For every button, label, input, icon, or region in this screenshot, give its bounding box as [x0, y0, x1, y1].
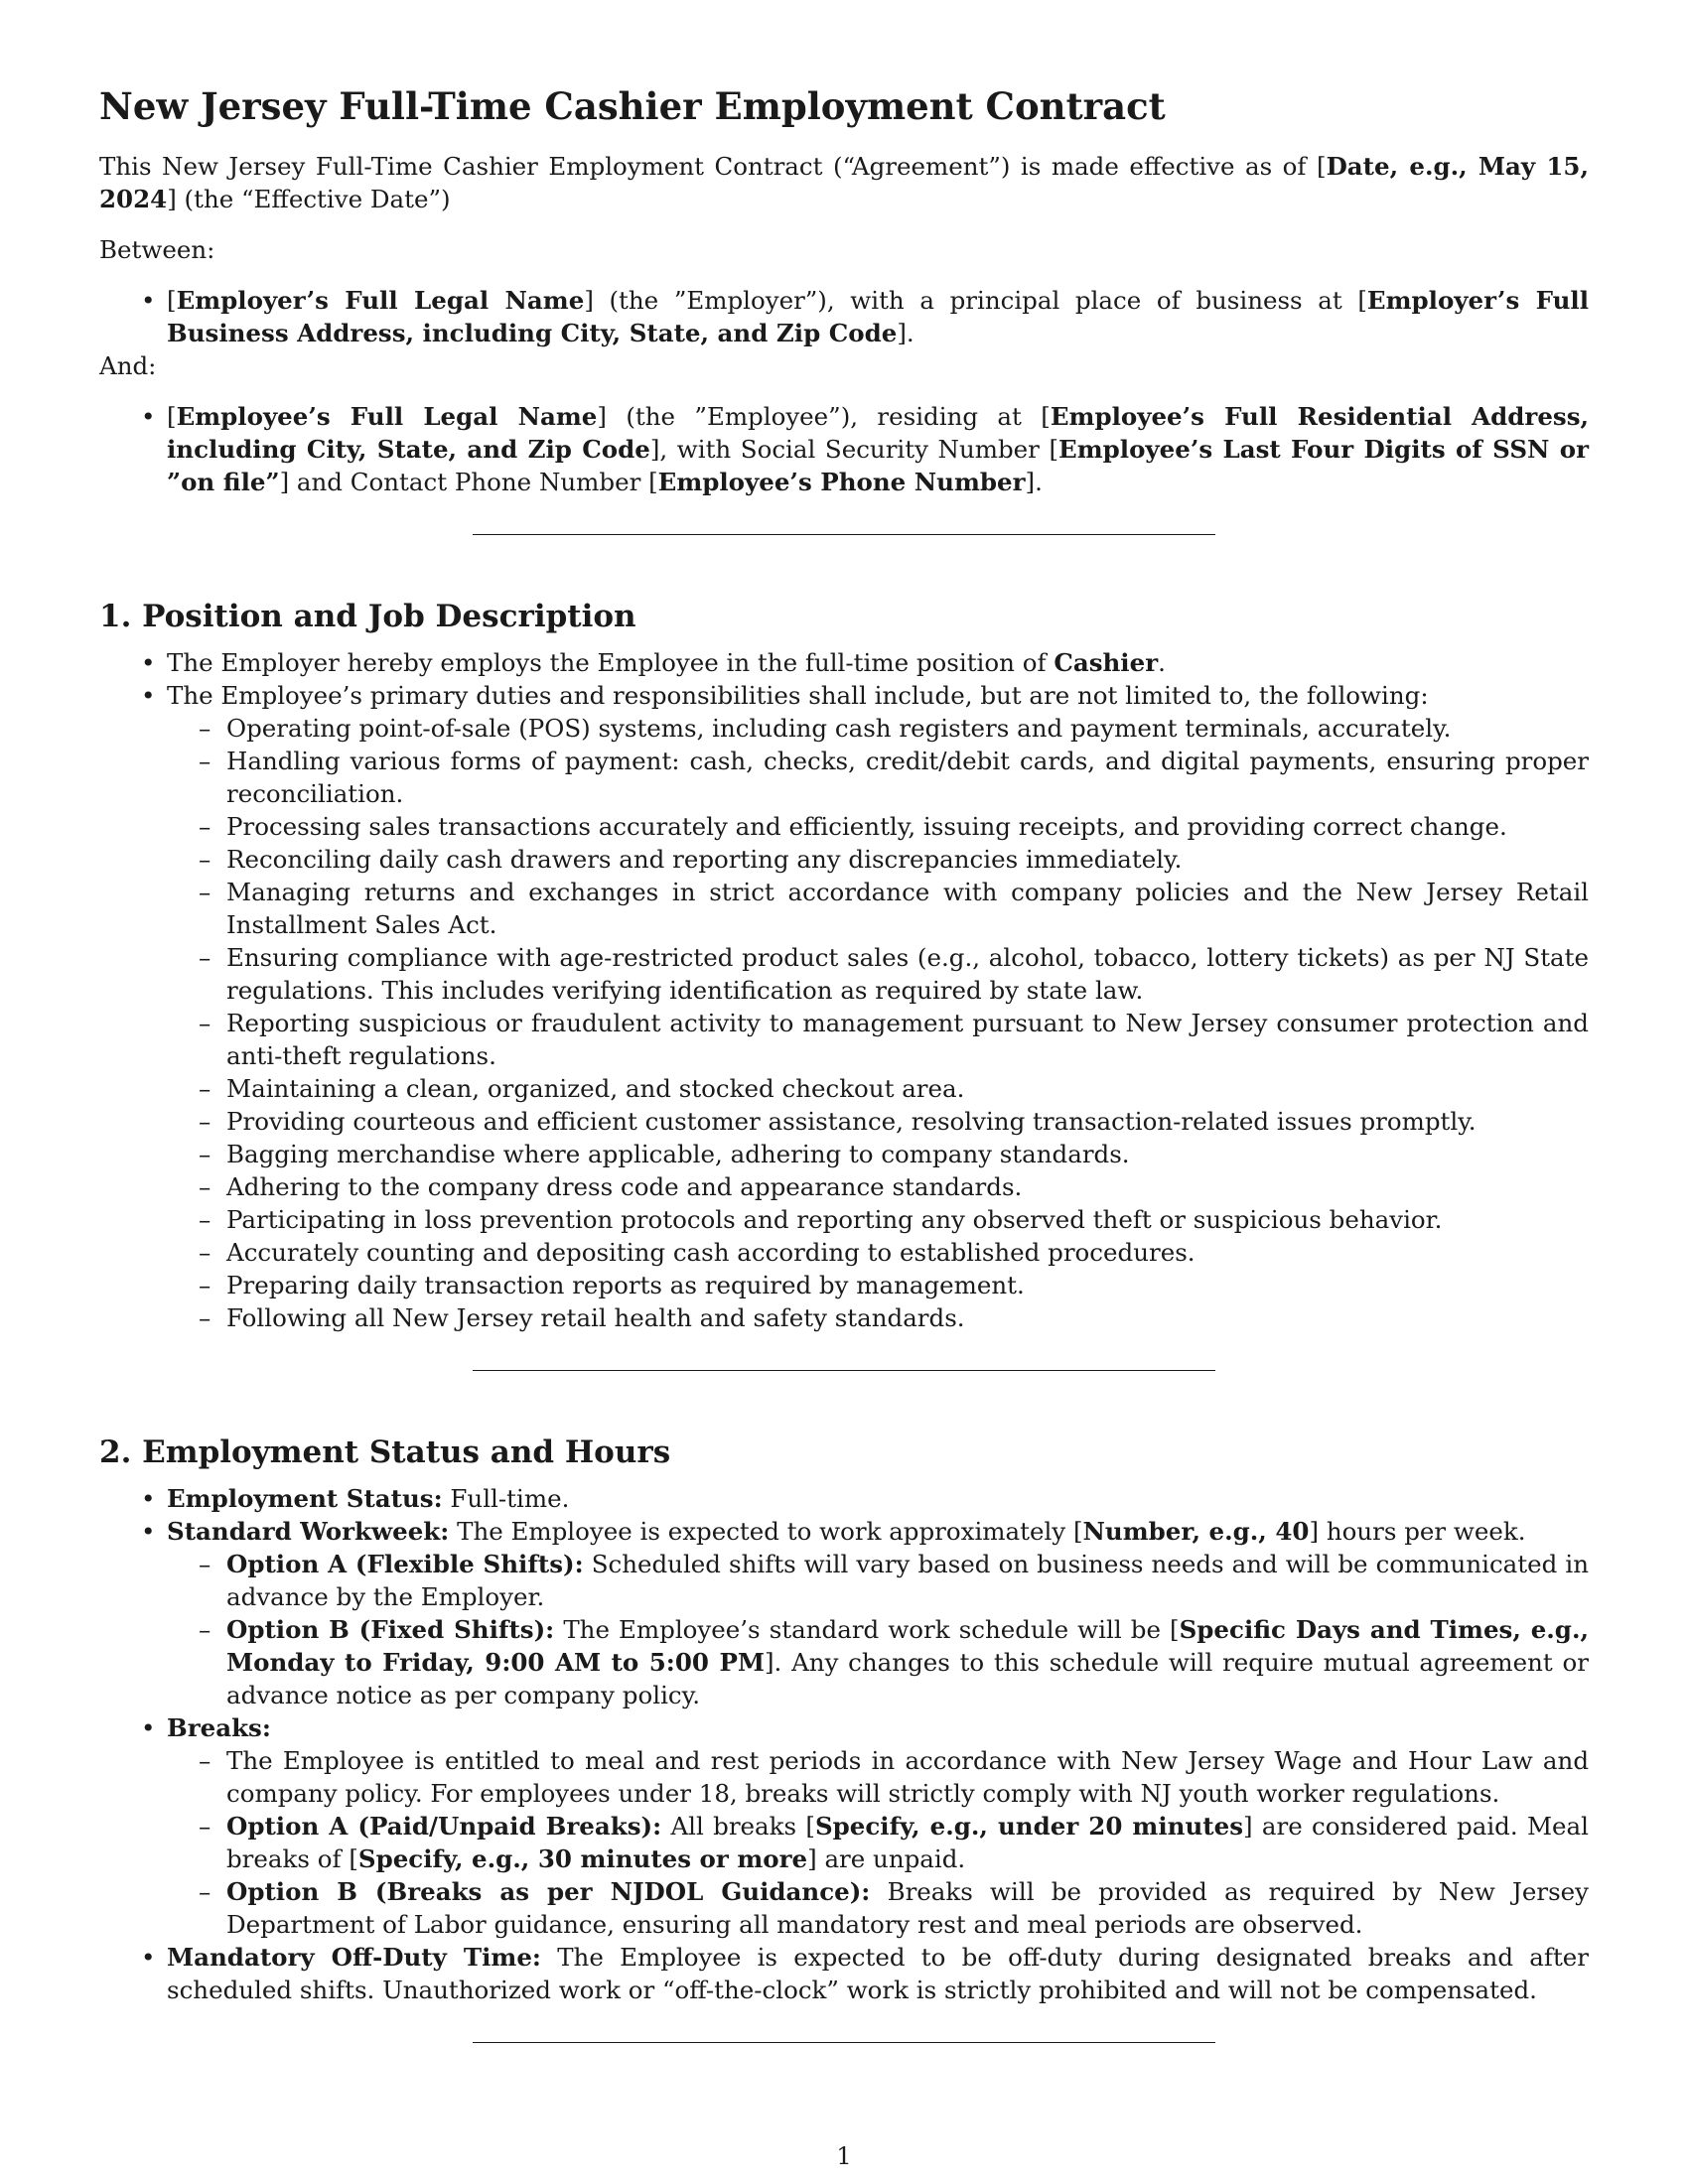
employee-ssn-placeholder: Employee’s Last Four Digits of SSN or ”on file”	[167, 435, 1590, 496]
meal-break-placeholder: Specify, e.g., 30 minutes or more	[357, 1844, 808, 1873]
employee-list	[99, 400, 1589, 498]
document-page	[99, 84, 1589, 2105]
section-divider	[99, 2024, 1589, 2057]
section-divider	[99, 1352, 1589, 1385]
duty-item: – Accurately counting and depositing cash according to established procedures.	[167, 1236, 1589, 1269]
employee-name-placeholder: Employee’s Full Legal Name	[176, 402, 598, 431]
and-label: And:	[99, 351, 157, 380]
employee-item: • [Employee’s Full Legal Name] (the ”Employee”), residing at [Employee’s Full Residential Address, including City, State, and Zip Code], with Social Security Number [Employee’s Last Four Digits of SSN or ”on file”] and Contact Phone Number [Employee’s Phone Number].	[99, 400, 1589, 498]
employment-status-item: • Employment Status: Full-time.	[99, 1482, 1589, 1515]
paid-break-placeholder: Specify, e.g., under 20 minutes	[814, 1812, 1243, 1841]
employee-address-placeholder: Employee’s Full Residential Address, including City, State, and Zip Code	[167, 402, 1590, 464]
section-1-heading: 1. Position and Job Description	[99, 599, 636, 634]
effective-date-placeholder: Date, e.g., May 15, 2024	[99, 152, 1590, 213]
duty-item: – Providing courteous and efficient customer assistance, resolving transaction-related issues promptly.	[167, 1105, 1589, 1138]
duty-item: – Preparing daily transaction reports as required by management.	[167, 1269, 1589, 1301]
breaks-options	[167, 1744, 1589, 1941]
document-title: New Jersey Full-Time Cashier Employment Contract	[99, 84, 1166, 128]
section-divider	[99, 516, 1589, 549]
between-label: Between:	[99, 235, 215, 264]
duty-item: – Bagging merchandise where applicable, adhering to company standards.	[167, 1138, 1589, 1170]
schedule-placeholder: Specific Days and Times, e.g., Monday to Friday, 9:00 AM to 5:00 PM	[226, 1615, 1590, 1677]
option-b-fixed: – Option B (Fixed Shifts): The Employee’s standard work schedule will be [Specific Days and Times, e.g., Monday to Friday, 9:00 AM to 5:00 PM]. Any changes to this schedule will require mutual agreement or advance notice as per company policy.	[167, 1613, 1589, 1711]
page-number: 1	[836, 2142, 852, 2170]
duty-item: – Handling various forms of payment: cash, checks, credit/debit cards, and digital payments, ensuring proper reconciliation.	[167, 745, 1589, 810]
duties-list	[167, 712, 1589, 1334]
section-1-list	[99, 646, 1589, 1334]
duty-item: – Ensuring compliance with age-restricted product sales (e.g., alcohol, tobacco, lottery tickets) as per NJ State regulations. This includes verifying identification as required by state law.	[167, 941, 1589, 1007]
duties-item: • The Employee’s primary duties and responsibilities shall include, but are not limited to, the following: – Operating point-of-sale (POS) systems, including cash registers and payment terminals, accurately. – Handling various forms of payment: cash, checks, credit/debit cards, and digital payments, ensuring proper reconciliation. – Processing sales transactions accurately and efficiently, issuing receipts, and providing correct change. – Reconciling daily cash drawers and reporting any discrepancies immediately. – Managing returns and exchanges in strict accordance with company policies and the New Jersey Retail Installment Sales Act. – Ensuring compliance with age-restricted product sales (e.g., alcohol, tobacco, lottery tickets) as per NJ State regulations. This includes verifying identification as required by state law. – Reporting suspicious or fraudulent activity to management pursuant to New Jersey consumer protection and anti-theft regulations. – Maintaining a clean, organized, and stocked checkout area. – Providing courteous and efficient customer assistance, resolving transaction-related issues promptly. – Bagging merchandise where applicable, adhering to company standards. – Adhering to the company dress code and appearance standards. – Participating in loss prevention protocols and reporting any observed theft or suspicious behavior. – Accurately counting and depositing cash according to established procedures. – Preparing daily transaction reports as required by management. – Following all New Jersey retail health and safety standards.	[99, 679, 1589, 1334]
position-item: • The Employer hereby employs the Employee in the full-time position of Cashier.	[99, 646, 1589, 679]
duty-item: – Adhering to the company dress code and appearance standards.	[167, 1170, 1589, 1203]
duty-item: – Processing sales transactions accurately and efficiently, issuing receipts, and providing correct change.	[167, 810, 1589, 843]
employer-address-placeholder: Employer’s Full Business Address, including City, State, and Zip Code	[167, 286, 1589, 347]
intro-paragraph: This New Jersey Full-Time Cashier Employment Contract (“Agreement”) is made effective as of [Date, e.g., May 15, 2024] (the “Effective Date”)	[99, 152, 1590, 213]
breaks-option-b: – Option B (Breaks as per NJDOL Guidance): Breaks will be provided as required by New Jersey Department of Labor guidance, ensuring all mandatory rest and meal periods are observed.	[167, 1875, 1589, 1941]
breaks-entitlement: – The Employee is entitled to meal and rest periods in accordance with New Jersey Wage and Hour Law and company policy. For employees under 18, breaks will strictly comply with NJ youth worker regulations.	[167, 1744, 1589, 1810]
employer-item: • [Employer’s Full Legal Name] (the ”Employer”), with a principal place of business at [Employer’s Full Business Address, including City, State, and Zip Code].	[99, 284, 1589, 349]
duty-item: – Reporting suspicious or fraudulent activity to management pursuant to New Jersey consumer protection and anti-theft regulations.	[167, 1007, 1589, 1072]
duty-item: – Reconciling daily cash drawers and reporting any discrepancies immediately.	[167, 843, 1589, 876]
duty-item: – Participating in loss prevention protocols and reporting any observed theft or suspicious behavior.	[167, 1203, 1589, 1236]
breaks-item: • Breaks: – The Employee is entitled to meal and rest periods in accordance with New Jersey Wage and Hour Law and company policy. For employees under 18, breaks will strictly comply with NJ youth worker regulations. – Option A (Paid/Unpaid Breaks): All breaks [Specify, e.g., under 20 minutes] are considered paid. Meal breaks of [Specify, e.g., 30 minutes or more] are unpaid. – Option B (Breaks as per NJDOL Guidance): Breaks will be provided as required by New Jersey Department of Labor guidance, ensuring all mandatory rest and meal periods are observed.	[99, 1711, 1589, 1941]
employer-name-placeholder: Employer’s Full Legal Name	[176, 286, 585, 315]
duty-item: – Maintaining a clean, organized, and stocked checkout area.	[167, 1072, 1589, 1105]
section-2-heading: 2. Employment Status and Hours	[99, 1434, 671, 1470]
off-duty-item: • Mandatory Off-Duty Time: The Employee is expected to be off-duty during designated breaks and after scheduled shifts. Unauthorized work or “off-the-clock” work is strictly prohibited and will not be compensated.	[99, 1941, 1589, 2006]
breaks-option-a: – Option A (Paid/Unpaid Breaks): All breaks [Specify, e.g., under 20 minutes] are considered paid. Meal breaks of [Specify, e.g., 30 minutes or more] are unpaid.	[167, 1810, 1589, 1875]
hours-placeholder: Number, e.g., 40	[1082, 1517, 1310, 1546]
workweek-options	[167, 1548, 1589, 1711]
workweek-item: • Standard Workweek: The Employee is expected to work approximately [Number, e.g., 40] hours per week. – Option A (Flexible Shifts): Scheduled shifts will vary based on business needs and will be communicated in advance by the Employer. – Option B (Fixed Shifts): The Employee’s standard work schedule will be [Specific Days and Times, e.g., Monday to Friday, 9:00 AM to 5:00 PM]. Any changes to this schedule will require mutual agreement or advance notice as per company policy.	[99, 1515, 1589, 1711]
employee-phone-placeholder: Employee’s Phone Number	[657, 468, 1026, 496]
option-a-flexible: – Option A (Flexible Shifts): Scheduled shifts will vary based on business needs and will be communicated in advance by the Employer.	[167, 1548, 1589, 1613]
duty-item: – Managing returns and exchanges in strict accordance with company policies and the New Jersey Retail Installment Sales Act.	[167, 876, 1589, 941]
duty-item: – Operating point-of-sale (POS) systems, including cash registers and payment terminals, accurately.	[167, 712, 1589, 745]
position-title: Cashier	[1054, 648, 1159, 677]
employer-list	[99, 284, 1589, 349]
section-2-list	[99, 1482, 1589, 2006]
duty-item: – Following all New Jersey retail health and safety standards.	[167, 1301, 1589, 1334]
